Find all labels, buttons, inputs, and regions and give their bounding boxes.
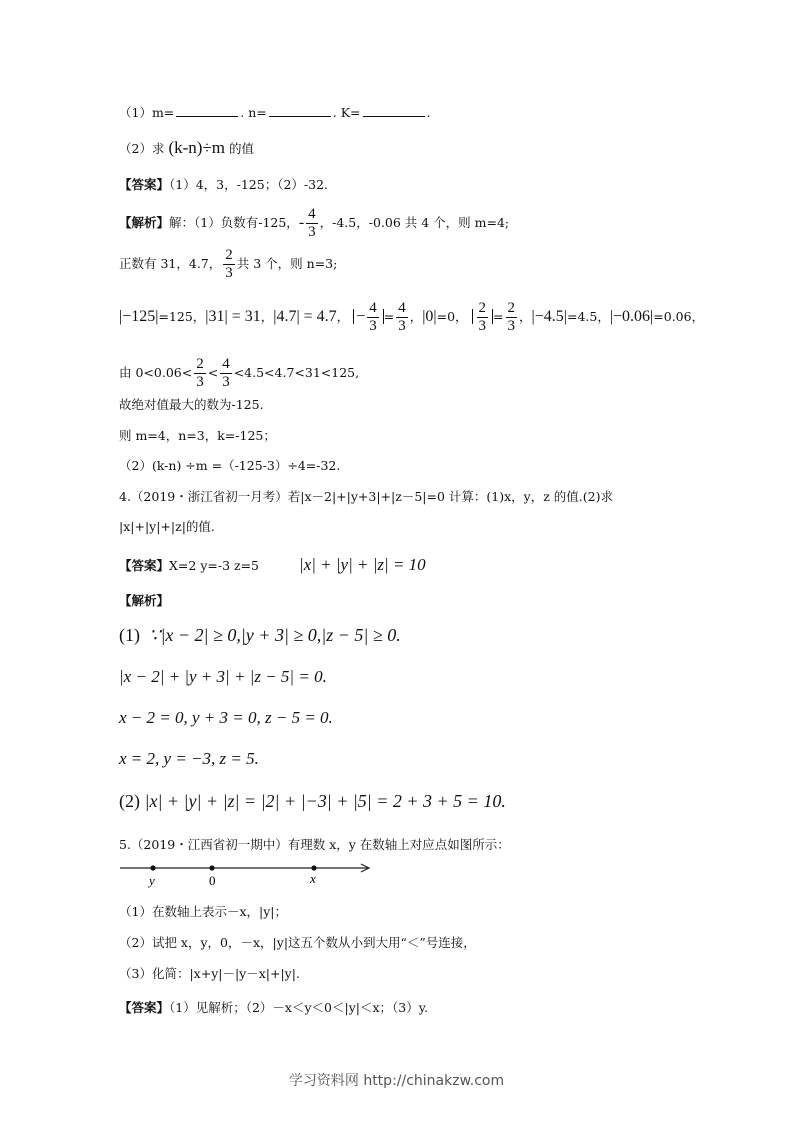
step-2: (2) |x| + |y| + |z| = |2| + |−3| + |5| = 2 + 3 + 5 = 10.	[119, 791, 506, 811]
step-solutions: x = 2, y = −3, z = 5.	[119, 749, 259, 768]
answer-tag: 【答案】	[119, 177, 170, 192]
point-x	[311, 865, 316, 870]
question-4-cont: |x|+|y|+|z|的值.	[119, 519, 215, 534]
analysis-tag-q4: 【解析】	[119, 593, 170, 608]
question-part-2: （2）求 (k-n)÷m 的值	[119, 138, 254, 157]
label-y: y	[149, 873, 155, 888]
abs-two-thirds: $\frac{2}{3}$	[472, 309, 494, 324]
question-5-part-1: （1）在数轴上表示－x，|y|；	[119, 904, 287, 919]
label-x: x	[310, 871, 316, 886]
blank-m[interactable]	[176, 104, 238, 117]
blank-n[interactable]	[269, 104, 331, 117]
footer-watermark: 学习资料网 http://chinakzw.com	[288, 1073, 505, 1089]
analysis-line-negatives: 【解析】解：（1）负数有-125，- $\frac{4}{3}$ ，-4.5，-0.06 共 4 个，则 m=4;	[119, 206, 510, 240]
figure-background	[118, 858, 374, 890]
answer-line-q4: 【答案】X=2 y=-3 z=5 |x| + |y| + |z| = 10	[119, 555, 426, 574]
absolute-values-line: |−125|=125，|31| = 31，|4.7| = 4.7， − $\frac{4}{3}$ = $\frac{4}{3}$ ，|0|=0， $\frac{2}{3}$ = $\frac{2}{3}$ ，|−4.5|=4.5，|−0.06|=0.06，	[119, 300, 705, 334]
point-y	[150, 865, 155, 870]
question-part-1-blanks: （1）m= . n= . K= .	[119, 105, 431, 120]
question-5-part-3: （3）化简：|x+y|－|y－x|+|y|.	[119, 966, 300, 981]
analysis-tag: 【解析】	[119, 215, 170, 230]
fraction-2-3: $\frac{2}{3}$	[225, 247, 233, 281]
answer-tag: 【答案】	[119, 558, 170, 573]
number-line-figure	[118, 858, 374, 890]
label-zero: 0	[209, 873, 216, 888]
max-abs-line: 故绝对值最大的数为-125.	[119, 397, 264, 412]
part2-calc-line: （2）(k-n) ÷m =（-125-3）÷4=-32.	[119, 458, 341, 473]
question-5: 5.（2019・江西省初一期中）有理数 x，y 在数轴上对应点如图所示：	[119, 837, 510, 852]
ordering-line: 由 0<0.06< $\frac{2}{3}$ < $\frac{4}{3}$ <4.5<4.7<31<125,	[119, 356, 360, 390]
question-4: 4.（2019・浙江省初一月考）若|x－2|+|y+3|+|z－5|=0 计算：(1)x，y，z 的值.(2)求	[119, 489, 613, 504]
expression-k-minus-n-div-m: (k-n)÷m	[168, 138, 225, 157]
answer-line-q5: 【答案】（1）见解析；（2）－x＜y＜0＜|y|＜x；（3）y.	[119, 1000, 429, 1015]
fraction-4-3: $\frac{4}{3}$	[308, 206, 316, 240]
question-5-part-2: （2）试把 x，y，0，－x，|y|这五个数从小到大用“＜”号连接，	[119, 935, 476, 950]
answer-tag: 【答案】	[119, 1000, 170, 1015]
point-zero	[209, 865, 214, 870]
analysis-line-positives: 正数有 31，4.7， $\frac{2}{3}$ 共 3 个，则 n=3;	[119, 247, 338, 281]
step-each-zero: x − 2 = 0, y + 3 = 0, z − 5 = 0.	[119, 708, 333, 727]
step-1: (1) ∵|x − 2| ≥ 0,|y + 3| ≥ 0,|z − 5| ≥ 0.	[119, 625, 401, 645]
abs-neg-four-thirds: − $\frac{4}{3}$	[353, 309, 384, 324]
step-sum-zero: |x − 2| + |y + 3| + |z − 5| = 0.	[119, 667, 327, 686]
values-line: 则 m=4，n=3，k=-125；	[119, 428, 276, 443]
blank-k[interactable]	[363, 104, 425, 117]
answer-line: 【答案】（1）4，3，-125；（2）-32.	[119, 177, 329, 192]
